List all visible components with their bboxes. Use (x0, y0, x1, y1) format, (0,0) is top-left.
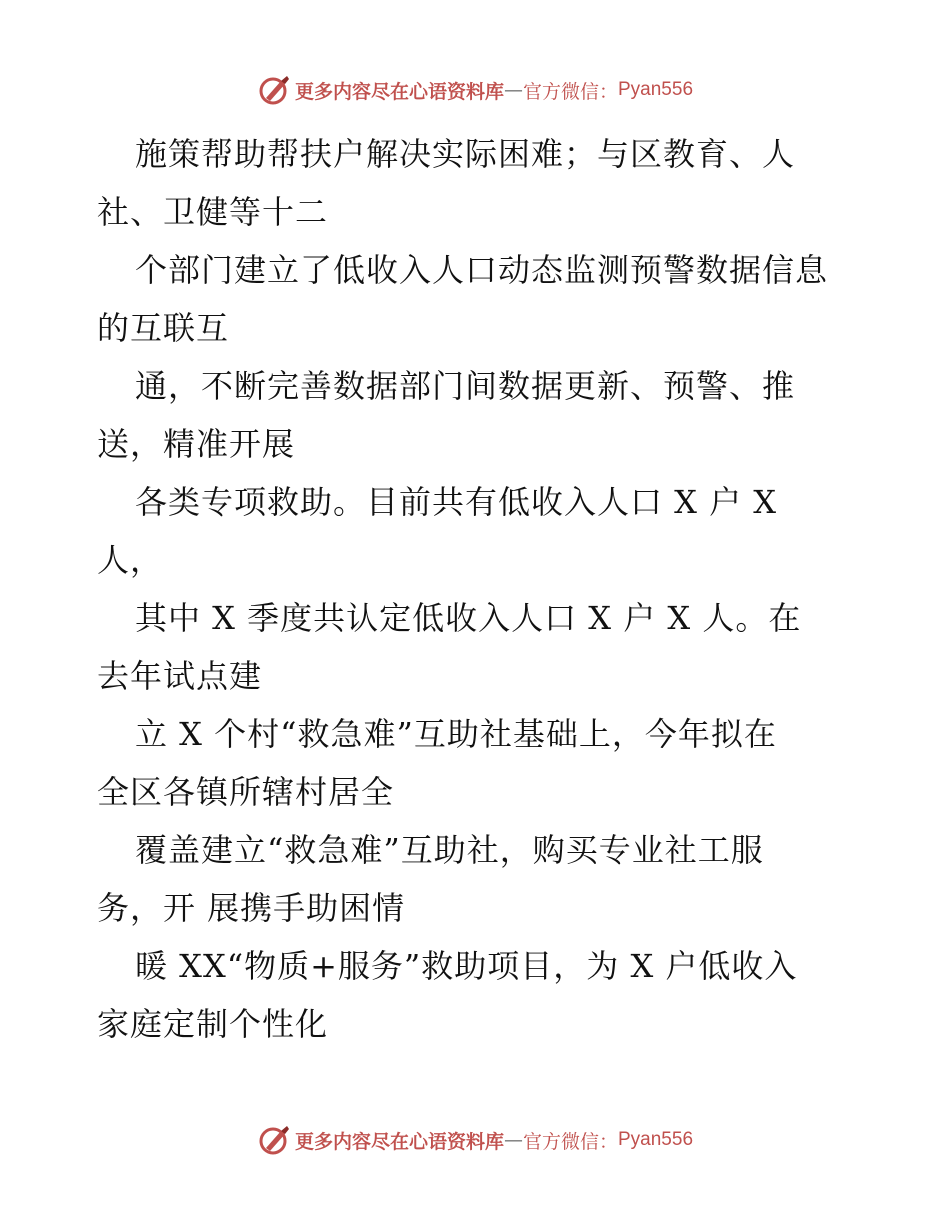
paragraph-line: 立 X 个村“救急难”互助社基础上，今年拟在 (135, 715, 777, 753)
paragraph-line: 去年试点建 (97, 657, 263, 695)
paragraph-line: 覆盖建立“救急难”互助社，购买专业社工服 (135, 831, 764, 869)
paragraph-3 (97, 357, 877, 473)
banner-dash: — (503, 1129, 523, 1151)
banner-dash: — (503, 79, 523, 101)
banner-wechat-label: 官方微信： (522, 1130, 618, 1153)
paragraph-line: 社、卫健等十二 (97, 193, 329, 231)
header-banner (0, 74, 950, 106)
footer-banner (0, 1124, 950, 1156)
paragraph-line: 人， (97, 541, 164, 579)
paragraph-6 (97, 705, 877, 821)
paragraph-line: 其中 X 季度共认定低收入人口 X 户 X 人。在 (135, 599, 802, 637)
banner-main-text: 更多内容尽在心语资料库 (294, 80, 504, 103)
paragraph-line: 通，不断完善数据部门间数据更新、预警、推 (135, 367, 796, 405)
paragraph-5 (97, 589, 877, 705)
paragraph-line: 全区各镇所辖村居全 (97, 773, 395, 811)
pen-logo-icon (257, 74, 291, 106)
paragraph-line: 各类专项救助。目前共有低收入人口 X 户 X (135, 483, 778, 521)
banner-wechat-label: 官方微信： (522, 80, 618, 103)
paragraph-line: 个部门建立了低收入人口动态监测预警数据信息 (135, 251, 829, 289)
paragraph-2 (97, 241, 877, 357)
document-body (97, 125, 877, 1053)
paragraph-4 (97, 473, 877, 589)
paragraph-line: 施策帮助帮扶户解决实际困难；与区教育、人 (135, 135, 796, 173)
paragraph-line: 务，开 展携手助困情 (97, 889, 406, 927)
paragraph-line: 暖 XX“物质+服务”救助项目，为 X 户低收入 (135, 947, 798, 985)
banner-wechat-id: Pyan556 (618, 1129, 694, 1150)
banner-main-text: 更多内容尽在心语资料库 (294, 1130, 504, 1153)
paragraph-7 (97, 821, 877, 937)
paragraph-line: 的互联互 (97, 309, 230, 347)
banner-wechat-id: Pyan556 (618, 79, 694, 100)
paragraph-8 (97, 937, 877, 1053)
paragraph-line: 家庭定制个性化 (97, 1005, 329, 1043)
paragraph-1 (97, 125, 877, 241)
paragraph-line: 送，精准开展 (97, 425, 296, 463)
pen-logo-icon (257, 1124, 291, 1156)
